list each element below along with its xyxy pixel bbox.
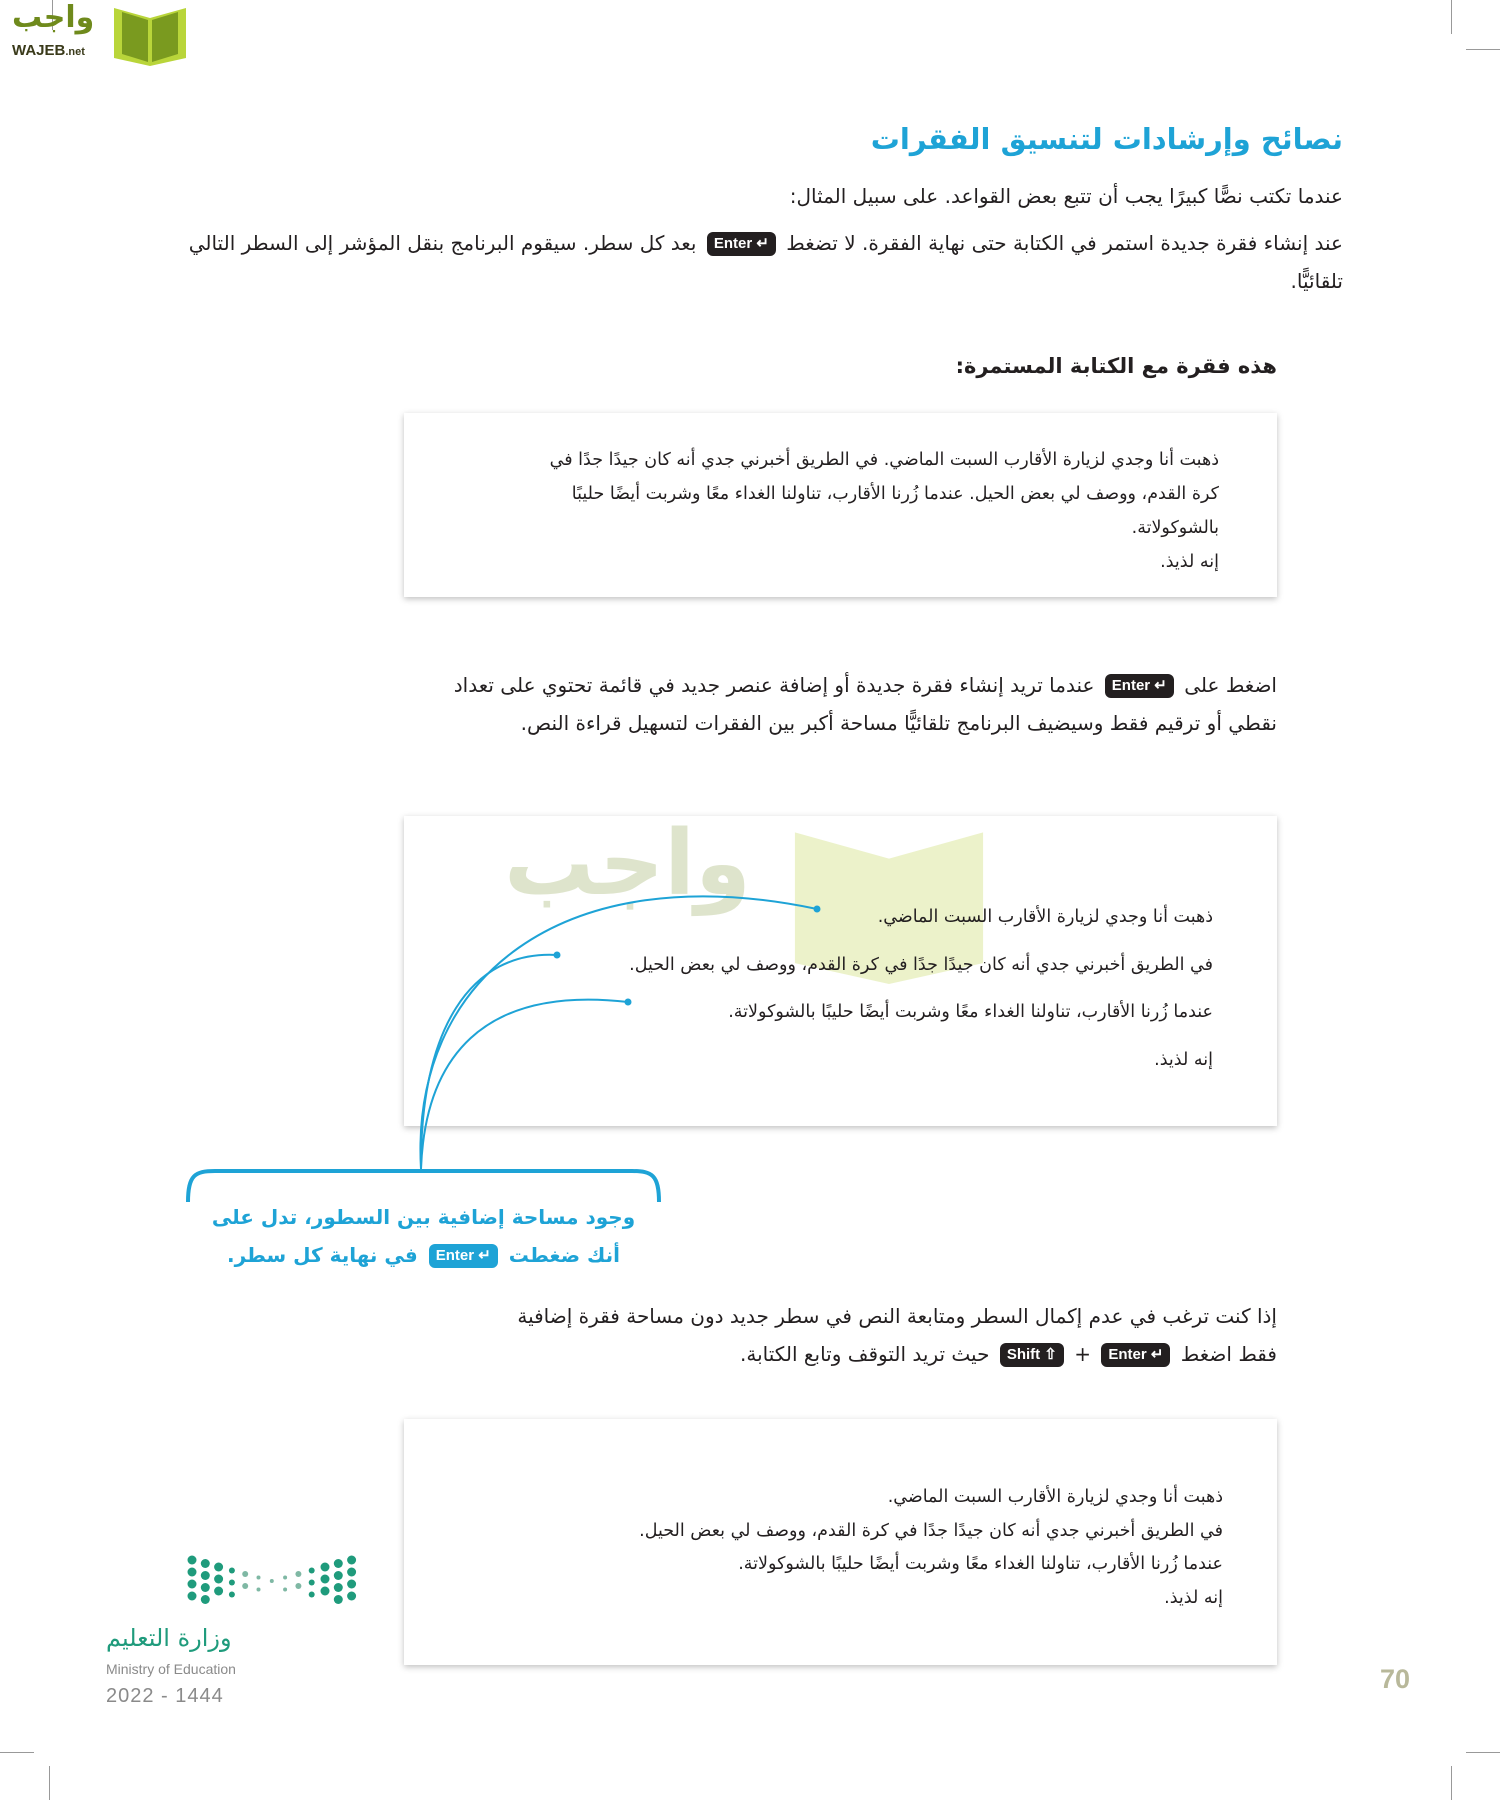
box-line: في الطريق أخبرني جدي أنه كان جيدًا جدًا في كرة القدم، ووصف لي بعض الحيل. [639, 1520, 1223, 1541]
box-line: إنه لذيذ. [1154, 1049, 1213, 1070]
connector-line [421, 1000, 628, 1169]
connector-line [421, 955, 557, 1169]
ministry-dot [295, 1583, 301, 1589]
box-line: ذهبت أنا وجدي لزيارة الأقارب السبت الماضي. [877, 907, 1213, 927]
ministry-dot [334, 1583, 343, 1592]
connector-dot [554, 952, 561, 959]
para1-after: بعد كل سطر. سيقوم البرنامج بنقل المؤشر إلى السطر التالي تلقائيًّا. [188, 231, 1343, 293]
box-line: بالشوكولاتة. [1131, 518, 1219, 538]
ministry-dot [334, 1559, 343, 1568]
page-number: 70 [1380, 1664, 1411, 1694]
box-line: في الطريق أخبرني جدي أنه كان جيدًا جدًا في كرة القدم، ووصف لي بعض الحيل. [629, 954, 1213, 975]
ministry-dot [188, 1580, 197, 1589]
ministry-dot [201, 1571, 210, 1580]
ministry-dot [283, 1576, 287, 1580]
ministry-dot [188, 1556, 197, 1565]
logo-arabic: واجب [12, 0, 95, 35]
connector-dot [814, 906, 821, 913]
intro-text: عندما تكتب نصًّا كبيرًا يجب أن تتبع بعض القواعد. على سبيل المثال: [789, 184, 1343, 208]
ministry-dot [321, 1587, 330, 1596]
box3-lines [639, 1481, 1223, 1615]
ministry-dot [270, 1579, 274, 1583]
ministry-dot [321, 1563, 330, 1572]
connector-line [420, 896, 817, 1169]
ministry-dot [201, 1583, 210, 1592]
connector-dot [625, 999, 632, 1006]
ministry-dot [347, 1580, 356, 1589]
page-title: نصائح وإرشادات لتنسيق الفقرات [870, 122, 1343, 156]
ministry-dot [334, 1571, 343, 1580]
ministry-dot [201, 1595, 210, 1604]
para3-line2 [404, 1335, 1277, 1373]
ministry-dot [283, 1588, 287, 1592]
para2-before: اضغط على [1184, 673, 1277, 697]
callout-after: في نهاية كل سطر. [226, 1243, 418, 1267]
callout-line1: وجود مساحة إضافية بين السطور، تدل على [211, 1205, 636, 1229]
box-line: عندما زُرنا الأقارب، تناولنا الغداء معًا وشربت أيضًا حليبًا بالشوكولاتة. [728, 1002, 1213, 1022]
ministry-dot [214, 1587, 223, 1596]
ministry-dot [242, 1583, 248, 1589]
box-line: ذهبت أنا وجدي لزيارة الأقارب السبت الماضي. [887, 1487, 1223, 1507]
para3-after: حيث تريد التوقف وتابع الكتابة. [740, 1342, 990, 1366]
ministry-dot [309, 1592, 315, 1598]
para2-after: عندما تريد إنشاء فقرة جديدة أو إضافة عنصر جديد في قائمة تحتوي على تعداد نقطي أو ترقيم فقط وسيضيف البرنامج تلقائيًّا مساحة أكبر بين الفقرات لتسهيل قراءة النص. [453, 673, 1277, 735]
ministry-dot [214, 1563, 223, 1572]
shift-key-badge: Shift ⇧ [1000, 1343, 1064, 1367]
enter-key-badge: Enter ↵ [707, 232, 776, 256]
logo-latin-text: WAJEB [12, 42, 66, 59]
ministry-dot [347, 1568, 356, 1577]
ministry-dot [347, 1592, 356, 1601]
ministry-dot [257, 1576, 261, 1580]
ministry-dot [229, 1592, 235, 1598]
box-line: إنه لذيذ. [1160, 552, 1219, 572]
ministry-dot [201, 1559, 210, 1568]
ministry-dot [214, 1575, 223, 1584]
ministry-dot [309, 1568, 315, 1574]
callout-before: أنك ضغطت [508, 1243, 620, 1267]
logo-suffix: .net [65, 46, 85, 58]
plus-sign: + [1074, 1342, 1091, 1366]
callout-line2 [186, 1236, 661, 1274]
year-label: 2022 - 1444 [106, 1685, 224, 1707]
para1-before: عند إنشاء فقرة جديدة استمر في الكتابة حتى نهاية الفقرة. لا تضغط [786, 231, 1343, 255]
enter-key-badge: Enter ↵ [1105, 674, 1174, 698]
ministry-dot [321, 1575, 330, 1584]
ministry-dot [257, 1588, 261, 1592]
ministry-dot [242, 1571, 248, 1577]
ministry-dot [188, 1568, 197, 1577]
box-line: عندما زُرنا الأقارب، تناولنا الغداء معًا وشربت أيضًا حليبًا بالشوكولاتة. [738, 1554, 1223, 1574]
ministry-name-english: Ministry of Education [106, 1661, 236, 1677]
enter-key-badge: Enter ↵ [429, 1244, 498, 1268]
callout-note [186, 1198, 661, 1274]
ministry-dot [188, 1592, 197, 1601]
enter-key-badge: Enter ↵ [1101, 1343, 1170, 1367]
ministry-dot [347, 1556, 356, 1565]
ministry-logo-dots [186, 1552, 358, 1612]
ministry-dot [334, 1595, 343, 1604]
box-line: كرة القدم، ووصف لي بعض الحيل. عندما زُرنا الأقارب، تناولنا الغداء معًا وشربت أيضًا حليبًا [571, 484, 1219, 504]
ministry-dot [309, 1580, 315, 1586]
para3-before: فقط اضغط [1180, 1342, 1277, 1366]
example-box-shift-enter [404, 1419, 1277, 1665]
ministry-dot [229, 1568, 235, 1574]
paragraph-shift-enter [404, 1297, 1277, 1373]
ministry-dot [229, 1580, 235, 1586]
box-line: إنه لذيذ. [1164, 1587, 1223, 1608]
watermark-text: واجب [504, 811, 751, 916]
para3-line1: إذا كنت ترغب في عدم إكمال السطر ومتابعة النص في سطر جديد دون مساحة فقرة إضافية [517, 1304, 1277, 1328]
box-line: ذهبت أنا وجدي لزيارة الأقارب السبت الماضي. في الطريق أخبرني جدي أنه كان جيدًا جدًا في [549, 450, 1219, 470]
ministry-dot [295, 1571, 301, 1577]
subheading: هذه فقرة مع الكتابة المستمرة: [955, 354, 1277, 378]
ministry-name-arabic: وزارة التعليم [106, 1624, 232, 1652]
